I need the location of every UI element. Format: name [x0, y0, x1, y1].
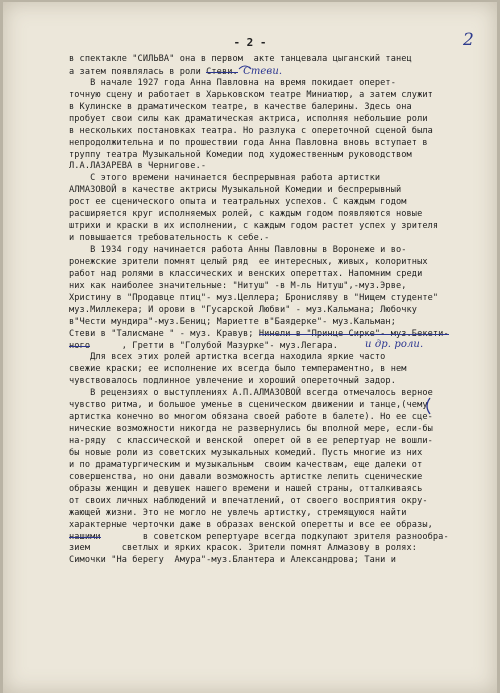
struck-word: нашими [69, 531, 101, 542]
text-line: Христину в "Продавце птиц"- муз.Целлера; Бронисляву в "Нищем студенте" [69, 292, 439, 303]
text-line: В рецензиях о выступлениях А.П.АЛМАЗОВОЙ всегда отмечалось верное [69, 388, 433, 399]
text-line: Симочки "На берегу Амура"-муз.Блантера и Александрова; Тани и [69, 555, 396, 566]
text-line: муз.Миллекера; И орови в "Гусарской Любви" - муз.Кальмана; Любочку [69, 304, 418, 315]
text-line: С этого времени начинается беспрерывная работа артистки [69, 173, 381, 184]
text-line: характерные черточки даже в образах венской оперетты и все ее образы, [69, 519, 433, 530]
text-line: и по драматургическим и музыкальным своим качествам, еще далеки от [69, 459, 423, 470]
text-line: в спектакле "СИЛЬВА" она в первом акте танцевала цыганский танец [69, 54, 412, 64]
text-line: работ над ролями в классических и венских опереттах. Напомним среди [69, 268, 423, 279]
text-line: бы новые роли из советских музыкальных комедий. Пусть многие из них [69, 447, 423, 458]
text-line: на-ряду с классической и венской оперет ой в ее репертуар не вошли- [69, 436, 433, 446]
text-line: образы женщин и девушек нашего времени и нашей страны, отталкиваясь [69, 483, 423, 494]
struck-word: Стеви. [206, 66, 238, 77]
text-line: совершенства, но они давали возможность артистке лепить сценические [69, 471, 423, 482]
text-line: В 1934 году начинается работа Анны Павловны в Воронеже и во- [69, 245, 407, 255]
text-line: точную сцену и работает в Харьковском театре Миниатюр, а затем служит [69, 89, 433, 100]
typed-text-body [69, 54, 489, 567]
text-line: пробует свои силы как драматическая актриса, исполняя небольшие роли [69, 113, 428, 124]
text-line: ного , Гретти в "Голубой Мазурке"- муз.Легара. и др. роли. [69, 338, 424, 351]
text-line: свежие краски; ее исполнение их всегда было темпераментно, в нем [69, 364, 407, 375]
text-line: штрихи и краски в их исполнении, с каждым годом растет успех у зрителя [69, 221, 439, 232]
text-line: труппу театра Музыкальной Комедии под художественным руководством [69, 149, 412, 160]
typewritten-page [3, 2, 497, 693]
handwritten-insertion: и др. роли. [365, 338, 424, 350]
text-line: а затем появлялась в роли Стеви. Стеви. [69, 65, 283, 77]
text-line: в нескольких постановках театра. Но разлука с опереточной сценой была [69, 125, 433, 136]
handwritten-correction: Стеви. [243, 65, 283, 77]
text-line: чувство ритма, и большое уменье в сценическом движении и танце,(чему [69, 400, 428, 411]
text-line: Стеви в "Талисмане " - муз. Кравув; Нинели в "Принце Сирке"- муз.Бекети- [69, 328, 449, 339]
text-line: чувствовалось подлинное увлечение и хороший опереточный задор. [69, 376, 396, 387]
text-line: жающей жизни. Это не могло не увлечь артистку, стремящуюся найти [69, 507, 407, 518]
text-line: непродолжительна и по прошествии года Анна Павловна вновь вступает в [69, 137, 428, 148]
text-line: Для всех этих ролей артистка всегда находила яркие часто [69, 352, 386, 363]
text-line: нические возможности никогда не развернулись бы вполной мере, если-бы [69, 424, 433, 435]
text-line: них как наиболее значительные: "Нитуш" -в М-ль Нитуш",-муз.Эрве, [69, 280, 407, 291]
text-line: в"Чести мундира"-муз.Бениц; Мариетте в"Баядерке"- муз.Кальман; [69, 316, 396, 327]
text-line: ронежские зрители помнят целый ряд ее интересных, живых, колоритных [69, 256, 428, 267]
struck-text: Нинели в "Принце Сирке"- муз.Бекети- [258, 328, 449, 339]
struck-text: ного [69, 340, 91, 351]
text-line: Л.А.ЛАЗАРЕВА в Чернигове.- [69, 161, 207, 172]
page-number: - 2 - [233, 36, 267, 49]
text-line: в Кулинске в драматическом театре, в качестве балерины. Здесь она [69, 101, 412, 112]
text-line: расширяется круг исполняемых ролей, с каждым годом появляются новые [69, 209, 423, 220]
text-line: артистка конечно во многом обязана своей работе в балете). Но ее сце- [69, 412, 433, 423]
text-line: рост ее сценического опыта и театральных успехов. С каждым годом [69, 197, 407, 208]
text-line: АЛМАЗОВОЙ в качестве актрисы Музыкальной Комедии и беспрерывный [69, 185, 402, 196]
text-line: и повышается требовательность к себе.- [69, 233, 270, 244]
text-line: нашими в советском репертуаре всегда подкупают зрителя разнообра- [69, 531, 449, 542]
text-line: от своих личных наблюдений и впечатлений, от своего восприятия окру- [69, 495, 428, 506]
text-line: В начале 1927 года Анна Павловна на время покидает оперет- [69, 77, 396, 88]
text-line: зием светлых и ярких красок. Зрители помнят Алмазову в ролях: [69, 543, 418, 554]
handwritten-page-mark: 2 [463, 30, 474, 50]
